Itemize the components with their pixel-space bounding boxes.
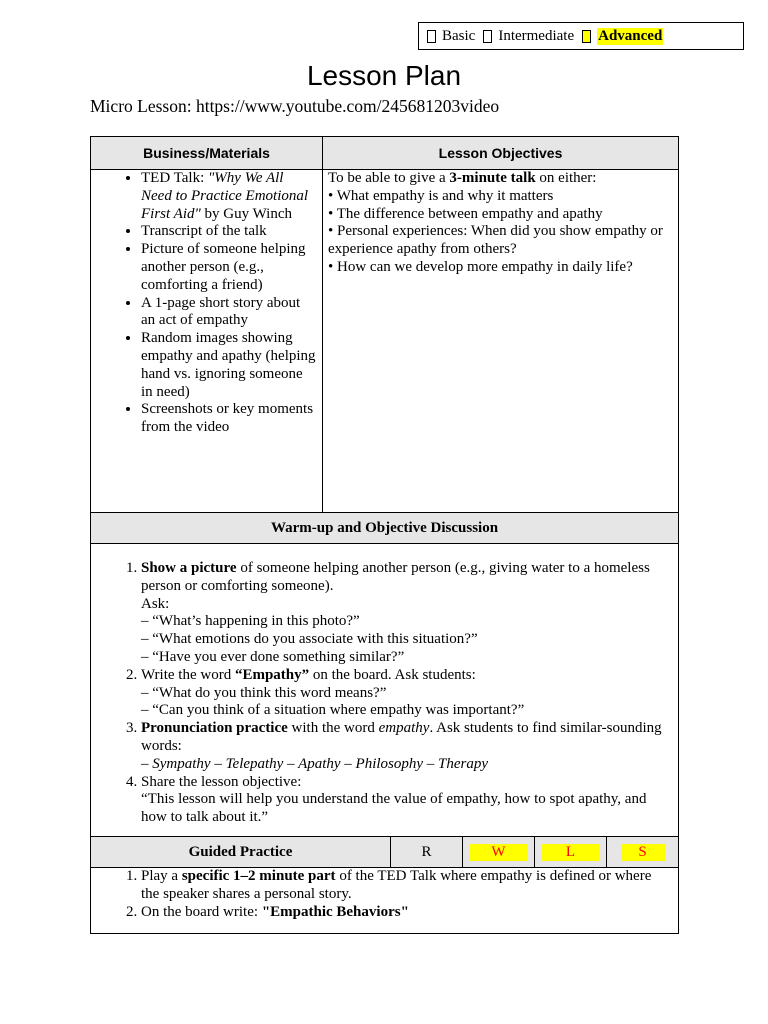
- level-advanced-label: Advanced: [598, 27, 663, 44]
- objectives-intro-a: To be able to give a: [328, 170, 450, 186]
- step1-ask: Ask:: [141, 595, 170, 612]
- guided2-text: On the board write:: [141, 903, 262, 920]
- step2-question: – “What do you think this word means?”: [141, 684, 387, 701]
- skill-s-label: S: [621, 844, 665, 861]
- basic-checkbox[interactable]: [427, 30, 436, 43]
- materials-header: Business/Materials: [143, 145, 270, 161]
- step3-text-end: . Ask students to find similar-sounding words:: [141, 720, 662, 754]
- skill-l: [534, 837, 606, 867]
- guided2-bold: "Empathic Behaviors": [261, 903, 409, 920]
- warmup-cell: [91, 544, 678, 836]
- level-intermediate-label: Intermediate: [498, 27, 575, 44]
- list-item: • Random images showing empathy and apathy (helping hand vs. ignoring someone in need): [141, 330, 316, 401]
- table-header-row: [91, 137, 678, 169]
- step1-text: of someone helping another person (e.g., giving water to a homeless person or comforting someone).: [141, 560, 650, 594]
- material-ted-title: "Why We All Need to Practice Emotional First Aid": [141, 170, 309, 222]
- guided1-text-end: of the TED Talk where empathy is defined or where the speaker shares a personal story.: [141, 868, 652, 902]
- step4-quote: “This lesson will help you understand the value of empathy, how to spot apathy, and how to talk about it.”: [141, 791, 647, 826]
- step1-question: – “What emotions do you associate with this situation?”: [141, 631, 478, 648]
- step2-bold: “Empathy”: [234, 666, 310, 683]
- step1-question: – “Have you ever done something similar?”: [141, 648, 405, 665]
- guided-cell: [91, 868, 678, 933]
- step2-text-end: on the board. Ask students:: [309, 666, 476, 683]
- level-basic-label: Basic: [442, 27, 476, 44]
- list-item: [141, 720, 670, 773]
- step3-italic: empathy: [378, 720, 430, 737]
- objectives-intro-c: on either:: [535, 170, 597, 186]
- list-item: [141, 667, 670, 720]
- step1-bold: Show a picture: [141, 560, 237, 576]
- guided-header-row: [91, 836, 678, 867]
- materials-objectives-row: [91, 169, 678, 512]
- objective-item: • How can we develop more empathy in daily life?: [328, 258, 633, 275]
- materials-cell: [91, 170, 322, 512]
- guided-steps: [91, 868, 678, 921]
- skill-r: R: [390, 837, 462, 867]
- step2-question: – “Can you think of a situation where empathy was important?”: [141, 702, 525, 719]
- list-item: [141, 560, 670, 667]
- micro-lesson-link[interactable]: Micro Lesson: https://www.youtube.com/245681203video: [90, 96, 500, 116]
- step3-bold: Pronunciation practice: [141, 720, 288, 737]
- objective-item: • What empathy is and why it matters: [328, 187, 554, 204]
- guided1-bold: specific 1–2 minute part: [181, 868, 336, 884]
- guided-header: Guided Practice: [188, 843, 293, 860]
- list-item: • Transcript of the talk: [141, 223, 316, 241]
- guided-row: [91, 867, 678, 933]
- objective-item: • Personal experiences: When did you show empathy or experience apathy from others?: [328, 223, 663, 258]
- list-item: [141, 868, 670, 904]
- guided1-text: Play a: [141, 868, 182, 884]
- warmup-row: [91, 543, 678, 836]
- skill-s: [606, 837, 678, 867]
- objectives-header: Lesson Objectives: [322, 137, 678, 169]
- skill-l-label: L: [542, 844, 600, 861]
- material-ted-label: TED Talk:: [141, 170, 208, 186]
- lesson-table: [90, 136, 679, 934]
- list-item: • A 1-page short story about an act of empathy: [141, 295, 316, 331]
- list-item: • Picture of someone helping another person (e.g., comforting a friend): [141, 241, 316, 294]
- list-item: • Screenshots or key moments from the video: [141, 401, 316, 437]
- step2-text: Write the word: [141, 666, 235, 683]
- page-title: Lesson Plan: [306, 60, 462, 91]
- skill-w: [462, 837, 534, 867]
- list-item: [141, 170, 316, 223]
- skill-w-label: W: [470, 844, 528, 861]
- intermediate-checkbox[interactable]: [483, 30, 492, 43]
- warmup-steps: [91, 560, 678, 827]
- warmup-header: Warm-up and Objective Discussion: [91, 512, 678, 543]
- objectives-cell: [322, 170, 678, 512]
- advanced-checkbox[interactable]: [582, 30, 591, 43]
- step1-question: – “What’s happening in this photo?”: [141, 613, 360, 630]
- list-item: [141, 904, 670, 922]
- materials-list: [91, 170, 322, 437]
- step3-word-list: – Sympathy – Telepathy – Apathy – Philosophy – Therapy: [141, 755, 489, 772]
- objectives-intro-bold: 3-minute talk: [449, 170, 536, 186]
- step4-text: Share the lesson objective:: [141, 773, 302, 790]
- objectives-intro: [328, 170, 672, 188]
- material-ted-author: by Guy Winch: [200, 205, 292, 222]
- level-selector: [418, 22, 744, 50]
- step3-text: with the word: [287, 720, 379, 737]
- list-item: [141, 774, 670, 827]
- objective-item: • The difference between empathy and apathy: [328, 205, 603, 222]
